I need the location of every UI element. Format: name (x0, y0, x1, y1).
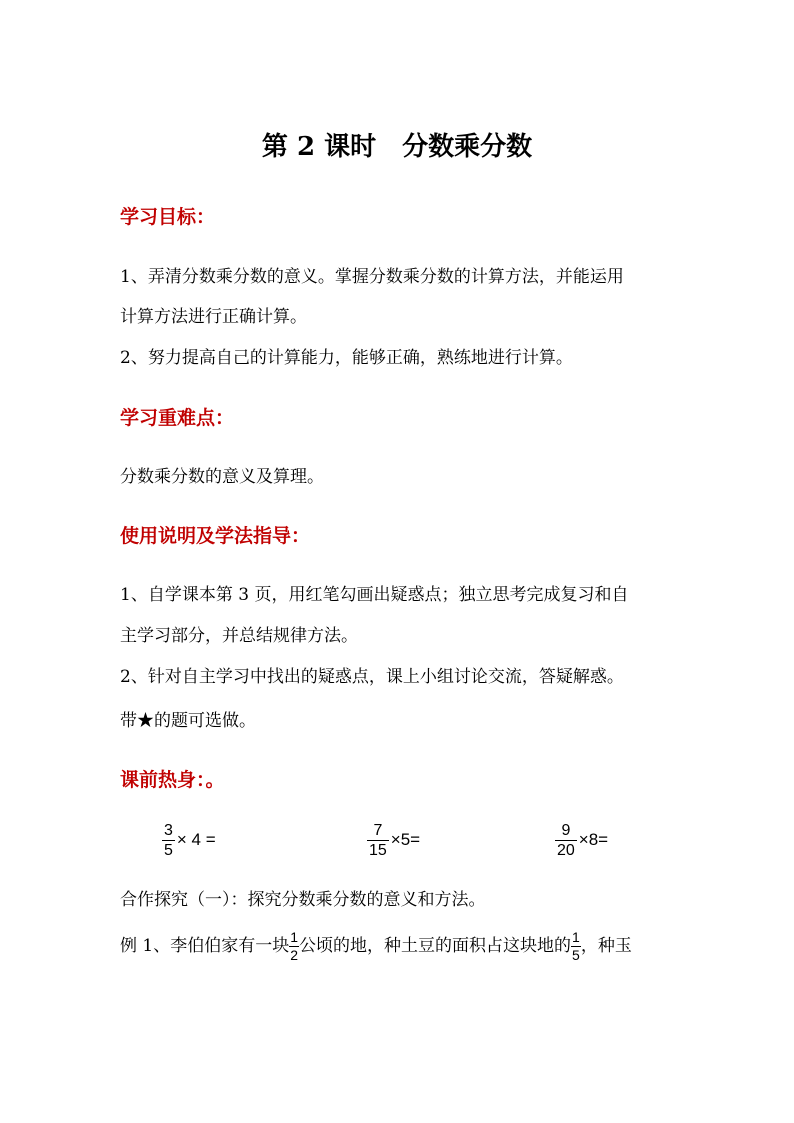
fraction-numerator: 3 (164, 822, 173, 839)
fraction-numerator: 1 (290, 929, 299, 945)
fraction (367, 821, 389, 860)
fraction (571, 929, 581, 964)
fraction (162, 821, 175, 860)
objectives-line-1: 1、弄清分数乘分数的意义。掌握分数乘分数的计算方法，并能运用 (120, 267, 624, 287)
instructions-heading: 使用说明及学法指导： (120, 525, 311, 547)
instructions-line-1: 1、自学课本第 3 页，用红笔勾画出疑惑点；独立思考完成复习和自 (120, 585, 629, 605)
key-points-line-1: 分数乘分数的意义及算理。 (120, 467, 324, 487)
fraction-numerator: 1 (572, 929, 580, 945)
fraction-numerator: 7 (373, 822, 383, 839)
page-title: 第 2 课时 分数乘分数 (261, 132, 533, 162)
warmup-expression-1 (162, 821, 216, 860)
warmup-heading: 课前热身：。 (120, 769, 225, 791)
instructions-line-4: 带★的题可选做。 (120, 711, 256, 731)
instructions-line-3: 2、针对自主学习中找出的疑惑点，课上小组讨论交流，答疑解惑。 (120, 667, 624, 687)
fraction-denominator: 2 (290, 947, 299, 963)
example-text-b: 公顷的地，种土豆的面积占这块地的 (299, 936, 572, 956)
expression-rest: ×5= (390, 829, 421, 849)
example-text-a: 例 1、李伯伯家有一块 (120, 936, 290, 956)
fraction-numerator: 9 (561, 822, 571, 839)
explore-line-1: 合作探究（一）：探究分数乘分数的意义和方法。 (120, 890, 486, 910)
objectives-line-3: 2、努力提高自己的计算能力，能够正确，熟练地进行计算。 (120, 348, 573, 368)
fraction (555, 821, 577, 860)
fraction (289, 929, 299, 964)
expression-rest: × 4 = (176, 829, 216, 849)
instructions-line-2: 主学习部分，并总结规律方法。 (120, 626, 358, 646)
fraction-denominator: 20 (557, 842, 575, 859)
example-1-line (120, 929, 632, 964)
objectives-line-2: 计算方法进行正确计算。 (120, 307, 307, 327)
warmup-expression-3 (555, 821, 608, 860)
example-text-c: ，种玉 (580, 936, 632, 956)
expression-rest: ×8= (578, 829, 609, 849)
fraction-denominator: 15 (369, 842, 387, 859)
fraction-denominator: 5 (572, 947, 580, 963)
fraction-denominator: 5 (164, 842, 173, 859)
key-points-heading: 学习重难点： (120, 407, 235, 429)
objectives-heading: 学习目标： (120, 206, 216, 228)
warmup-expression-2 (367, 821, 420, 860)
